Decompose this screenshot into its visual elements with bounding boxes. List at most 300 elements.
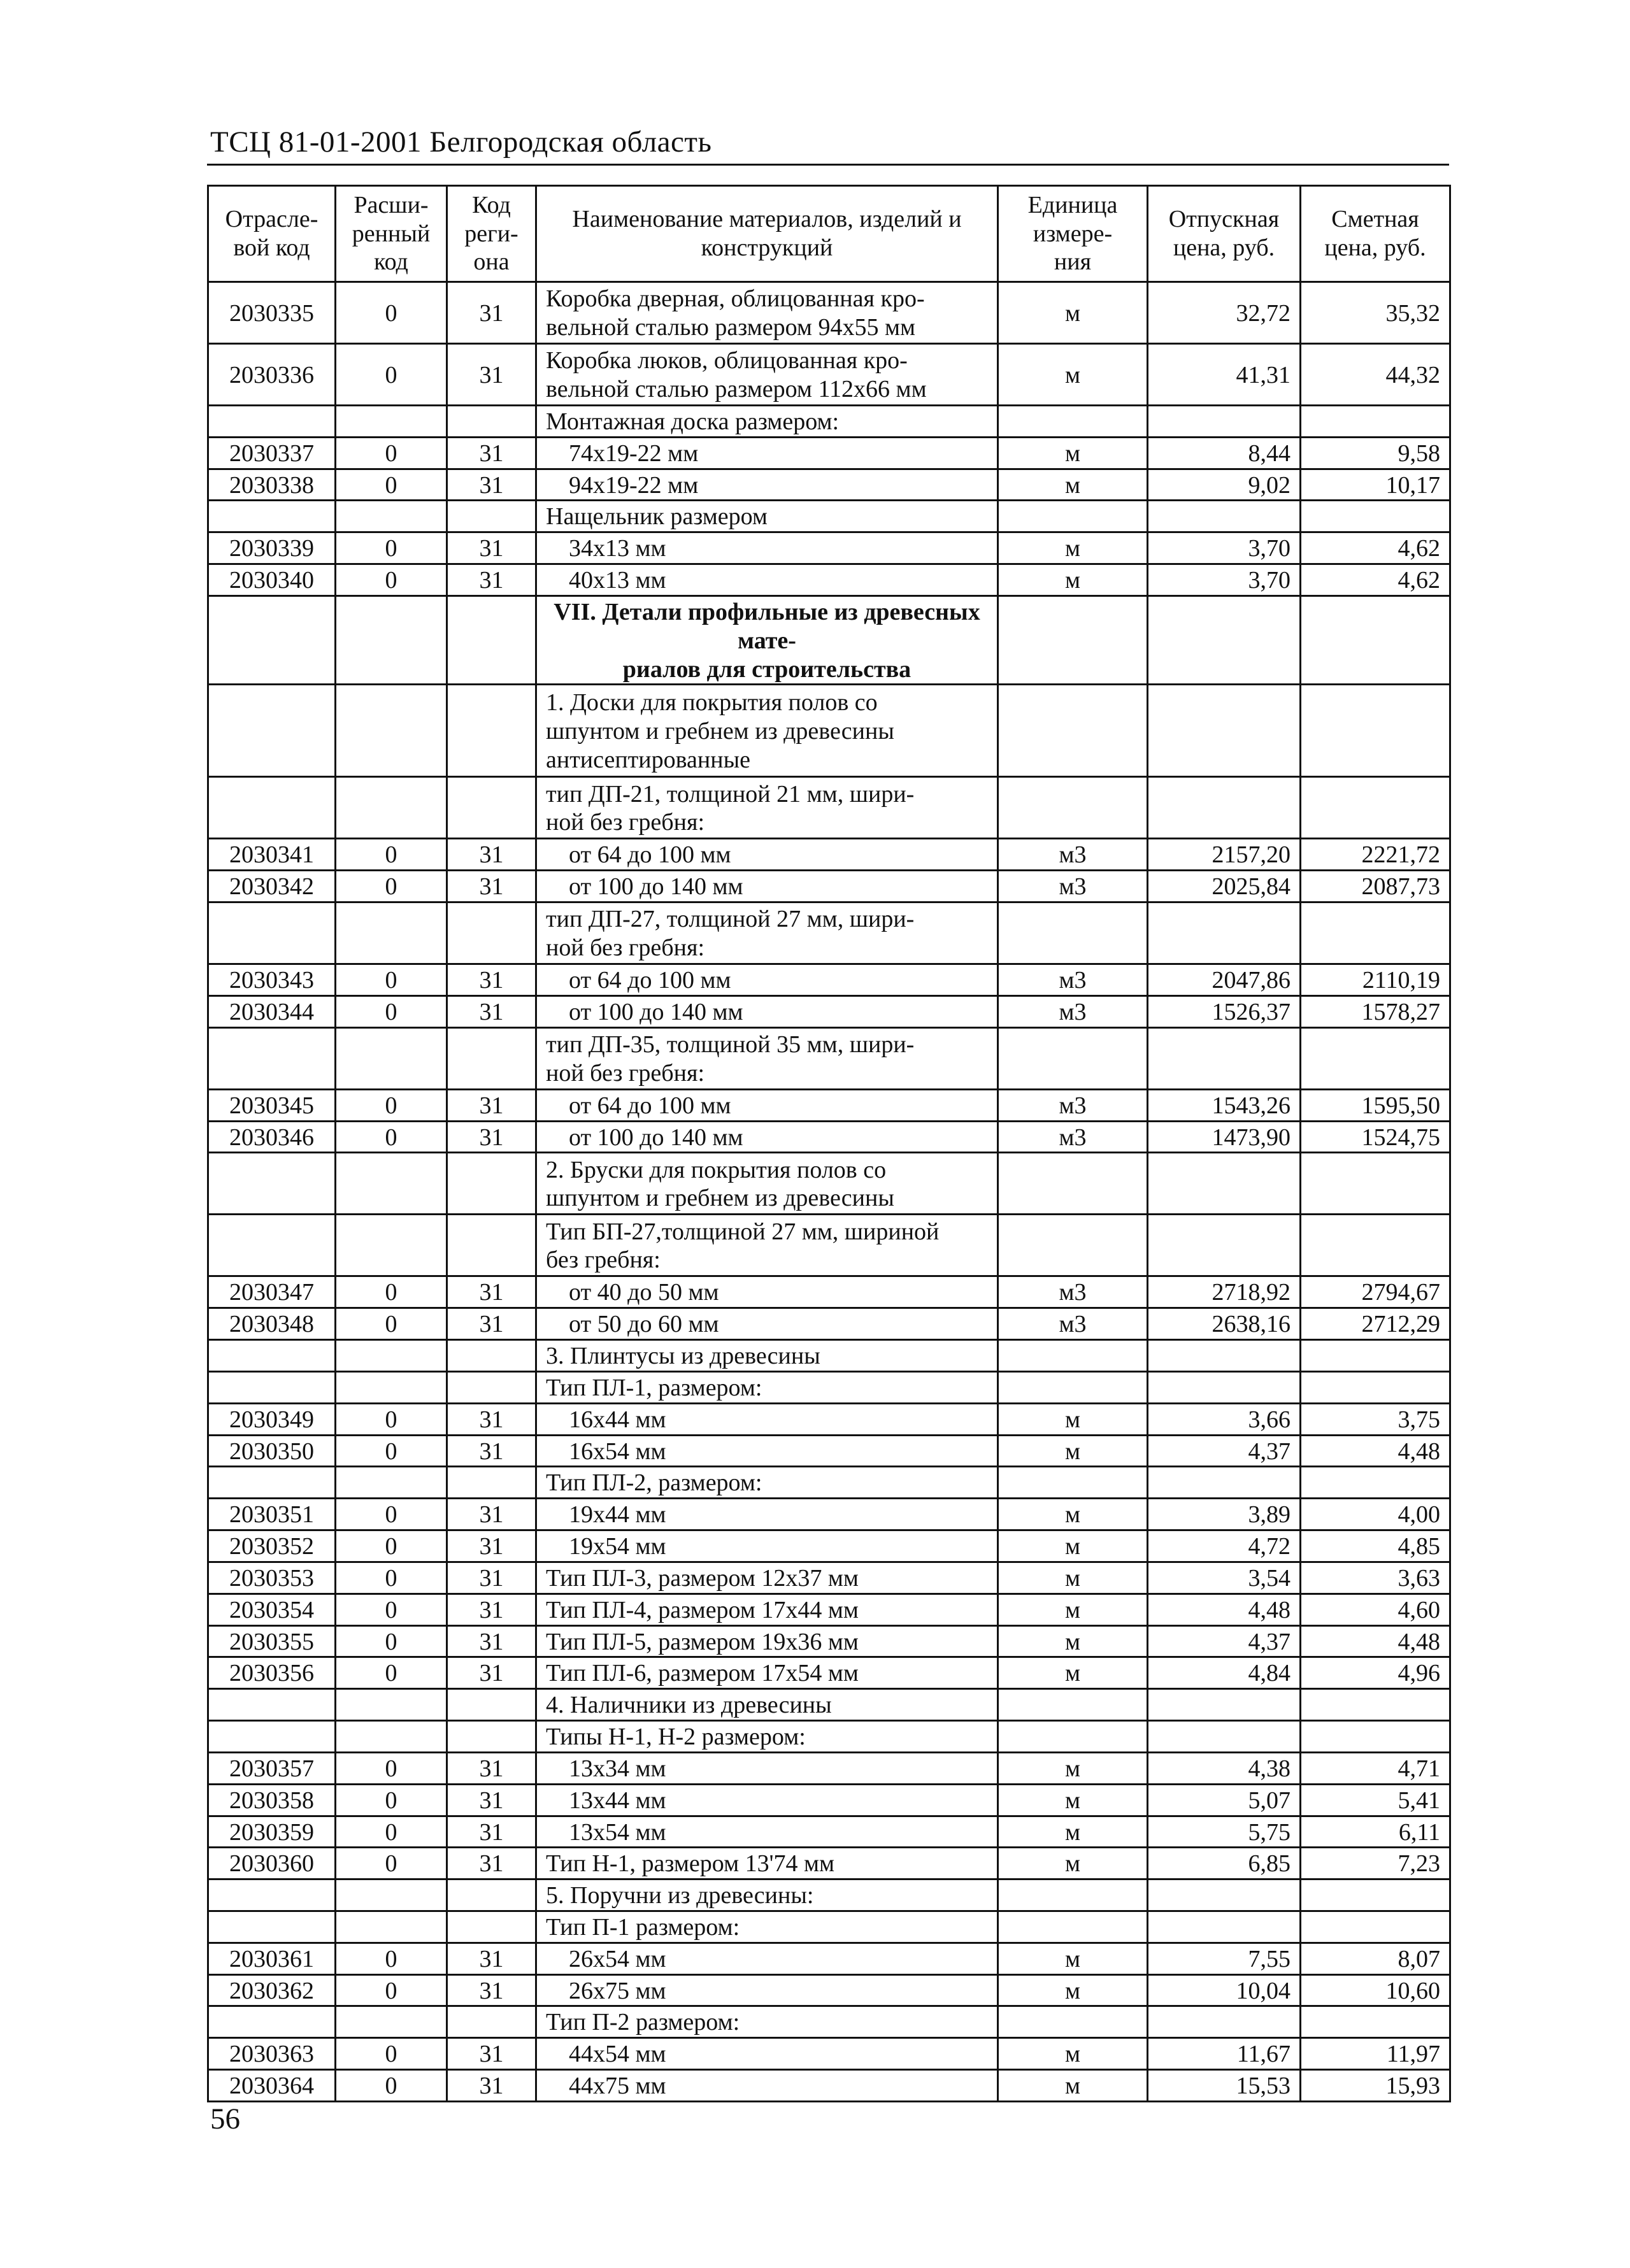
cell-release-price: [1148, 1721, 1301, 1753]
cell-unit: м: [998, 469, 1148, 501]
cell-unit: м: [998, 1499, 1148, 1530]
cell-name: 44х75 мм: [536, 2070, 998, 2102]
cell-region-code: 31: [447, 1562, 536, 1594]
cell-extended-code: [336, 777, 447, 839]
cell-estimate-price: [1301, 1879, 1450, 1911]
cell-region-code: 31: [447, 1435, 536, 1467]
cell-release-price: [1148, 902, 1301, 964]
cell-extended-code: 0: [336, 564, 447, 596]
cell-extended-code: 0: [336, 1562, 447, 1594]
cell-release-price: 3,70: [1148, 564, 1301, 596]
table-subheading-row: [208, 1215, 1450, 1276]
cell-name: VII. Детали профильные из древесных мате- риалов для строительства: [536, 596, 998, 684]
cell-name: 4. Наличники из древесины: [536, 1689, 998, 1721]
cell-industry-code: [208, 1467, 336, 1499]
cell-industry-code: [208, 777, 336, 839]
cell-region-code: [447, 1911, 536, 1943]
table-row: [208, 282, 1450, 344]
cell-release-price: 6,85: [1148, 1848, 1301, 1879]
cell-estimate-price: 2221,72: [1301, 839, 1450, 871]
cell-name: Тип ПЛ-1, размером:: [536, 1371, 998, 1403]
table-body: [208, 282, 1450, 2102]
cell-region-code: [447, 1721, 536, 1753]
cell-estimate-price: 2110,19: [1301, 964, 1450, 996]
cell-region-code: 31: [447, 564, 536, 596]
cell-unit: [998, 1689, 1148, 1721]
cell-extended-code: 0: [336, 1974, 447, 2006]
cell-extended-code: [336, 1340, 447, 1372]
cell-name: от 100 до 140 мм: [536, 1121, 998, 1153]
cell-name: 19х54 мм: [536, 1530, 998, 1562]
table-subheading-row: [208, 406, 1450, 438]
table-row: [208, 1530, 1450, 1562]
cell-extended-code: 0: [336, 1784, 447, 1816]
cell-name: Тип ПЛ-2, размером:: [536, 1467, 998, 1499]
cell-estimate-price: 7,23: [1301, 1848, 1450, 1879]
cell-name: от 64 до 100 мм: [536, 1089, 998, 1121]
cell-region-code: [447, 1215, 536, 1276]
cell-industry-code: 2030356: [208, 1657, 336, 1689]
cell-extended-code: [336, 1371, 447, 1403]
table-row: [208, 1848, 1450, 1879]
cell-estimate-price: 4,60: [1301, 1594, 1450, 1625]
cell-industry-code: [208, 406, 336, 438]
cell-industry-code: 2030354: [208, 1594, 336, 1625]
cell-name: тип ДП-21, толщиной 21 мм, шири- ной без гребня:: [536, 777, 998, 839]
cell-name: от 40 до 50 мм: [536, 1276, 998, 1308]
table-row: [208, 1594, 1450, 1625]
cell-estimate-price: [1301, 501, 1450, 532]
cell-unit: [998, 596, 1148, 684]
cell-name: Тип Н-1, размером 13'74 мм: [536, 1848, 998, 1879]
cell-industry-code: 2030341: [208, 839, 336, 871]
table-row: [208, 532, 1450, 564]
cell-release-price: 2047,86: [1148, 964, 1301, 996]
cell-estimate-price: 4,71: [1301, 1752, 1450, 1784]
cell-release-price: [1148, 1340, 1301, 1372]
table-row: [208, 839, 1450, 871]
cell-name: от 50 до 60 мм: [536, 1308, 998, 1340]
cell-region-code: [447, 406, 536, 438]
cell-industry-code: 2030350: [208, 1435, 336, 1467]
cell-industry-code: 2030337: [208, 437, 336, 469]
cell-region-code: [447, 1371, 536, 1403]
cell-release-price: [1148, 1879, 1301, 1911]
column-header-name: Наименование материалов, изделий и конструкций: [536, 186, 998, 282]
table-row: [208, 1974, 1450, 2006]
table-row: [208, 1657, 1450, 1689]
table-subheading-row: [208, 777, 1450, 839]
cell-region-code: 31: [447, 1657, 536, 1689]
cell-name: от 100 до 140 мм: [536, 871, 998, 902]
cell-industry-code: 2030336: [208, 344, 336, 406]
cell-release-price: 4,72: [1148, 1530, 1301, 1562]
cell-extended-code: 0: [336, 964, 447, 996]
cell-release-price: [1148, 1027, 1301, 1089]
cell-unit: м3: [998, 995, 1148, 1027]
cell-name: от 64 до 100 мм: [536, 964, 998, 996]
cell-extended-code: 0: [336, 2038, 447, 2070]
cell-industry-code: 2030345: [208, 1089, 336, 1121]
cell-industry-code: 2030338: [208, 469, 336, 501]
cell-industry-code: 2030352: [208, 1530, 336, 1562]
cell-extended-code: [336, 1911, 447, 1943]
cell-name: 40х13 мм: [536, 564, 998, 596]
cell-region-code: 31: [447, 469, 536, 501]
cell-release-price: 4,38: [1148, 1752, 1301, 1784]
cell-unit: м3: [998, 1089, 1148, 1121]
cell-estimate-price: 4,48: [1301, 1435, 1450, 1467]
cell-unit: [998, 1153, 1148, 1215]
cell-estimate-price: [1301, 902, 1450, 964]
cell-name: 13х34 мм: [536, 1752, 998, 1784]
table-row: [208, 995, 1450, 1027]
cell-estimate-price: 11,97: [1301, 2038, 1450, 2070]
cell-extended-code: [336, 1027, 447, 1089]
cell-extended-code: [336, 501, 447, 532]
table-row: [208, 1943, 1450, 1974]
cell-industry-code: [208, 1340, 336, 1372]
cell-estimate-price: [1301, 685, 1450, 777]
cell-industry-code: 2030364: [208, 2070, 336, 2102]
cell-extended-code: 0: [336, 1435, 447, 1467]
cell-estimate-price: 6,11: [1301, 1816, 1450, 1848]
table-row: [208, 2070, 1450, 2102]
cell-extended-code: [336, 1879, 447, 1911]
cell-region-code: [447, 777, 536, 839]
header-rule: [207, 164, 1449, 166]
cell-industry-code: 2030362: [208, 1974, 336, 2006]
table-row: [208, 1816, 1450, 1848]
cell-industry-code: [208, 1689, 336, 1721]
cell-estimate-price: [1301, 1027, 1450, 1089]
cell-release-price: [1148, 1467, 1301, 1499]
cell-name: Тип П-1 размером:: [536, 1911, 998, 1943]
cell-region-code: [447, 1689, 536, 1721]
cell-name: Коробка люков, облицованная кро- вельной сталью размером 112х66 мм: [536, 344, 998, 406]
cell-release-price: 3,89: [1148, 1499, 1301, 1530]
cell-unit: м3: [998, 1276, 1148, 1308]
cell-unit: [998, 1879, 1148, 1911]
cell-industry-code: [208, 1215, 336, 1276]
cell-estimate-price: 1524,75: [1301, 1121, 1450, 1153]
cell-estimate-price: 4,62: [1301, 532, 1450, 564]
cell-extended-code: 0: [336, 1943, 447, 1974]
cell-name: Тип ПЛ-5, размером 19х36 мм: [536, 1625, 998, 1657]
cell-name: от 100 до 140 мм: [536, 995, 998, 1027]
cell-region-code: 31: [447, 1121, 536, 1153]
table-subheading-row: [208, 1153, 1450, 1215]
table-row: [208, 1276, 1450, 1308]
cell-region-code: 31: [447, 1594, 536, 1625]
table-subheading-row: [208, 1467, 1450, 1499]
cell-industry-code: 2030340: [208, 564, 336, 596]
cell-release-price: 11,67: [1148, 2038, 1301, 2070]
cell-unit: [998, 1027, 1148, 1089]
cell-estimate-price: 15,93: [1301, 2070, 1450, 2102]
cell-unit: м: [998, 1943, 1148, 1974]
cell-release-price: 15,53: [1148, 2070, 1301, 2102]
table-row: [208, 1089, 1450, 1121]
cell-estimate-price: [1301, 1153, 1450, 1215]
cell-name: 74х19-22 мм: [536, 437, 998, 469]
cell-extended-code: [336, 1721, 447, 1753]
cell-estimate-price: 2087,73: [1301, 871, 1450, 902]
table-row: [208, 469, 1450, 501]
cell-industry-code: 2030363: [208, 2038, 336, 2070]
cell-industry-code: 2030353: [208, 1562, 336, 1594]
cell-name: 26х75 мм: [536, 1974, 998, 2006]
cell-region-code: 31: [447, 1943, 536, 1974]
cell-region-code: 31: [447, 1784, 536, 1816]
cell-estimate-price: 1595,50: [1301, 1089, 1450, 1121]
cell-industry-code: [208, 1879, 336, 1911]
cell-region-code: 31: [447, 1308, 536, 1340]
cell-name: Тип ПЛ-4, размером 17х44 мм: [536, 1594, 998, 1625]
cell-extended-code: [336, 1215, 447, 1276]
cell-release-price: 4,84: [1148, 1657, 1301, 1689]
cell-unit: м: [998, 1784, 1148, 1816]
cell-region-code: [447, 1027, 536, 1089]
table-subheading-row: [208, 1911, 1450, 1943]
table-row: [208, 344, 1450, 406]
cell-release-price: 1526,37: [1148, 995, 1301, 1027]
cell-name: 94х19-22 мм: [536, 469, 998, 501]
cell-estimate-price: 1578,27: [1301, 995, 1450, 1027]
cell-region-code: 31: [447, 1816, 536, 1848]
cell-region-code: 31: [447, 532, 536, 564]
cell-region-code: [447, 596, 536, 684]
cell-name: 5. Поручни из древесины:: [536, 1879, 998, 1911]
table-row: [208, 437, 1450, 469]
table-row: [208, 964, 1450, 996]
column-header-release-price: Отпускная цена, руб.: [1148, 186, 1301, 282]
cell-name: Тип БП-27,толщиной 27 мм, шириной без гребня:: [536, 1215, 998, 1276]
table-subheading-row: [208, 596, 1450, 684]
cell-release-price: 2025,84: [1148, 871, 1301, 902]
cell-name: 34х13 мм: [536, 532, 998, 564]
cell-region-code: 31: [447, 344, 536, 406]
cell-release-price: 3,70: [1148, 532, 1301, 564]
cell-name: тип ДП-35, толщиной 35 мм, шири- ной без гребня:: [536, 1027, 998, 1089]
cell-unit: м: [998, 1848, 1148, 1879]
cell-industry-code: [208, 685, 336, 777]
cell-unit: м3: [998, 1308, 1148, 1340]
table-subheading-row: [208, 1879, 1450, 1911]
price-table: [207, 185, 1451, 2102]
table-row: [208, 1625, 1450, 1657]
cell-estimate-price: 10,60: [1301, 1974, 1450, 2006]
table-row: [208, 1435, 1450, 1467]
cell-extended-code: 0: [336, 1594, 447, 1625]
cell-extended-code: 0: [336, 1530, 447, 1562]
cell-estimate-price: [1301, 1911, 1450, 1943]
cell-extended-code: 0: [336, 1657, 447, 1689]
cell-industry-code: 2030348: [208, 1308, 336, 1340]
cell-extended-code: 0: [336, 2070, 447, 2102]
cell-unit: м: [998, 1435, 1148, 1467]
cell-estimate-price: 8,07: [1301, 1943, 1450, 1974]
cell-region-code: [447, 902, 536, 964]
cell-estimate-price: [1301, 596, 1450, 684]
cell-extended-code: 0: [336, 469, 447, 501]
cell-estimate-price: 35,32: [1301, 282, 1450, 344]
cell-extended-code: 0: [336, 532, 447, 564]
cell-unit: м: [998, 2070, 1148, 2102]
cell-industry-code: 2030349: [208, 1403, 336, 1435]
cell-release-price: [1148, 406, 1301, 438]
cell-name: Нащельник размером: [536, 501, 998, 532]
cell-industry-code: 2030361: [208, 1943, 336, 1974]
cell-release-price: 1543,26: [1148, 1089, 1301, 1121]
cell-extended-code: [336, 1689, 447, 1721]
cell-estimate-price: [1301, 1721, 1450, 1753]
cell-release-price: [1148, 596, 1301, 684]
cell-unit: [998, 1467, 1148, 1499]
cell-industry-code: 2030358: [208, 1784, 336, 1816]
cell-unit: [998, 777, 1148, 839]
cell-release-price: 32,72: [1148, 282, 1301, 344]
cell-unit: м: [998, 1530, 1148, 1562]
cell-release-price: [1148, 1911, 1301, 1943]
cell-unit: м: [998, 1594, 1148, 1625]
table-row: [208, 1752, 1450, 1784]
table-subheading-row: [208, 1340, 1450, 1372]
cell-region-code: 31: [447, 282, 536, 344]
cell-region-code: [447, 1153, 536, 1215]
cell-region-code: [447, 2006, 536, 2038]
cell-name: 3. Плинтусы из древесины: [536, 1340, 998, 1372]
cell-industry-code: [208, 1027, 336, 1089]
cell-estimate-price: [1301, 1215, 1450, 1276]
cell-region-code: 31: [447, 1499, 536, 1530]
cell-name: Монтажная доска размером:: [536, 406, 998, 438]
cell-unit: м3: [998, 871, 1148, 902]
cell-region-code: 31: [447, 1276, 536, 1308]
table-row: [208, 1308, 1450, 1340]
cell-unit: [998, 902, 1148, 964]
cell-unit: м3: [998, 839, 1148, 871]
cell-region-code: 31: [447, 1848, 536, 1879]
cell-release-price: [1148, 1215, 1301, 1276]
cell-industry-code: 2030347: [208, 1276, 336, 1308]
cell-extended-code: 0: [336, 839, 447, 871]
table-row: [208, 1121, 1450, 1153]
cell-release-price: 3,66: [1148, 1403, 1301, 1435]
cell-extended-code: [336, 596, 447, 684]
cell-unit: [998, 1215, 1148, 1276]
cell-region-code: [447, 1467, 536, 1499]
cell-region-code: 31: [447, 1089, 536, 1121]
cell-unit: м: [998, 1657, 1148, 1689]
cell-release-price: 2157,20: [1148, 839, 1301, 871]
table-subheading-row: [208, 1371, 1450, 1403]
column-header-region-code: Код реги- она: [447, 186, 536, 282]
cell-release-price: 5,07: [1148, 1784, 1301, 1816]
cell-name: Коробка дверная, облицованная кро- вельной сталью размером 94х55 мм: [536, 282, 998, 344]
cell-extended-code: [336, 1467, 447, 1499]
cell-extended-code: 0: [336, 437, 447, 469]
cell-release-price: 9,02: [1148, 469, 1301, 501]
cell-unit: м: [998, 1816, 1148, 1848]
cell-estimate-price: 2712,29: [1301, 1308, 1450, 1340]
cell-extended-code: 0: [336, 1276, 447, 1308]
cell-name: тип ДП-27, толщиной 27 мм, шири- ной без гребня:: [536, 902, 998, 964]
cell-unit: м3: [998, 1121, 1148, 1153]
cell-extended-code: 0: [336, 1752, 447, 1784]
cell-estimate-price: 44,32: [1301, 344, 1450, 406]
cell-estimate-price: [1301, 777, 1450, 839]
cell-unit: м: [998, 1974, 1148, 2006]
page-number: 56: [210, 2102, 240, 2136]
cell-release-price: 4,37: [1148, 1625, 1301, 1657]
cell-release-price: 8,44: [1148, 437, 1301, 469]
cell-extended-code: [336, 2006, 447, 2038]
column-header-unit: Единица измере- ния: [998, 186, 1148, 282]
cell-release-price: [1148, 1689, 1301, 1721]
cell-industry-code: [208, 902, 336, 964]
cell-estimate-price: 9,58: [1301, 437, 1450, 469]
table-subheading-row: [208, 1027, 1450, 1089]
cell-name: 2. Бруски для покрытия полов со шпунтом и гребнем из древесины: [536, 1153, 998, 1215]
cell-industry-code: 2030342: [208, 871, 336, 902]
cell-release-price: 3,54: [1148, 1562, 1301, 1594]
cell-estimate-price: 3,63: [1301, 1562, 1450, 1594]
cell-estimate-price: [1301, 406, 1450, 438]
cell-region-code: [447, 1879, 536, 1911]
cell-estimate-price: [1301, 2006, 1450, 2038]
cell-region-code: 31: [447, 1403, 536, 1435]
cell-estimate-price: [1301, 1340, 1450, 1372]
cell-unit: [998, 1721, 1148, 1753]
cell-release-price: 4,37: [1148, 1435, 1301, 1467]
cell-region-code: [447, 685, 536, 777]
cell-name: Типы Н-1, Н-2 размером:: [536, 1721, 998, 1753]
cell-estimate-price: 4,00: [1301, 1499, 1450, 1530]
cell-estimate-price: 4,85: [1301, 1530, 1450, 1562]
cell-release-price: 4,48: [1148, 1594, 1301, 1625]
cell-unit: м: [998, 282, 1148, 344]
cell-extended-code: 0: [336, 1089, 447, 1121]
cell-extended-code: 0: [336, 1848, 447, 1879]
cell-industry-code: [208, 2006, 336, 2038]
cell-industry-code: [208, 501, 336, 532]
table-row: [208, 1499, 1450, 1530]
cell-extended-code: [336, 685, 447, 777]
cell-extended-code: 0: [336, 995, 447, 1027]
cell-industry-code: 2030355: [208, 1625, 336, 1657]
cell-industry-code: [208, 1721, 336, 1753]
cell-name: от 64 до 100 мм: [536, 839, 998, 871]
cell-industry-code: 2030359: [208, 1816, 336, 1848]
cell-release-price: [1148, 1153, 1301, 1215]
cell-release-price: [1148, 685, 1301, 777]
cell-industry-code: 2030339: [208, 532, 336, 564]
table-row: [208, 871, 1450, 902]
cell-region-code: 31: [447, 2070, 536, 2102]
cell-unit: м: [998, 1752, 1148, 1784]
cell-unit: м: [998, 1625, 1148, 1657]
table-subheading-row: [208, 1689, 1450, 1721]
cell-region-code: 31: [447, 437, 536, 469]
cell-extended-code: [336, 1153, 447, 1215]
cell-industry-code: 2030343: [208, 964, 336, 996]
table-subheading-row: [208, 685, 1450, 777]
column-header-industry-code: Отрасле- вой код: [208, 186, 336, 282]
cell-release-price: [1148, 777, 1301, 839]
cell-unit: м: [998, 2038, 1148, 2070]
cell-name: 44х54 мм: [536, 2038, 998, 2070]
